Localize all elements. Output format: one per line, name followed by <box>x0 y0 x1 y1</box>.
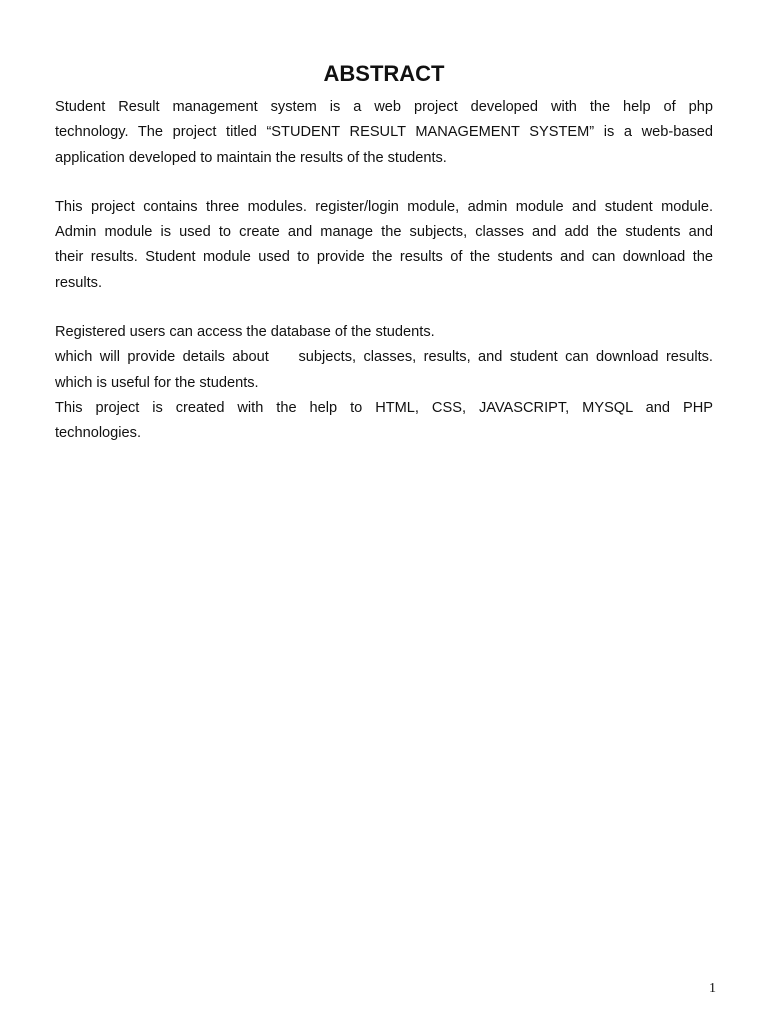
text-line: which is useful for the students. <box>55 374 259 391</box>
text-line: application developed to maintain the results of the students. <box>55 149 447 166</box>
paragraph-details <box>55 320 713 446</box>
text-line: technology. The project titled “STUDENT RESULT MANAGEMENT SYSTEM” is a web-based <box>55 124 713 141</box>
text-line: This project is created with the help to HTML, CSS, JAVASCRIPT, MYSQL and PHP <box>55 399 713 416</box>
text-line: results. <box>55 274 103 291</box>
paragraph-intro <box>55 95 713 171</box>
text-line: which will provide details about subjects, classes, results, and student can download results. <box>55 349 713 366</box>
paragraph-modules <box>55 195 713 296</box>
abstract-body <box>55 95 713 447</box>
text-line: This project contains three modules. register/login module, admin module and student module. <box>55 198 713 215</box>
text-line: Registered users can access the database of the students. <box>55 324 435 341</box>
abstract-heading: ABSTRACT <box>323 61 445 86</box>
text-line: their results. Student module used to provide the results of the students and can download the <box>55 249 713 266</box>
text-line: Student Result management system is a web project developed with the help of php <box>55 99 713 115</box>
page-number: 1 <box>709 981 716 996</box>
text-line: Admin module is used to create and manage the subjects, classes and add the students and <box>55 224 713 241</box>
text-line: technologies. <box>55 425 142 442</box>
